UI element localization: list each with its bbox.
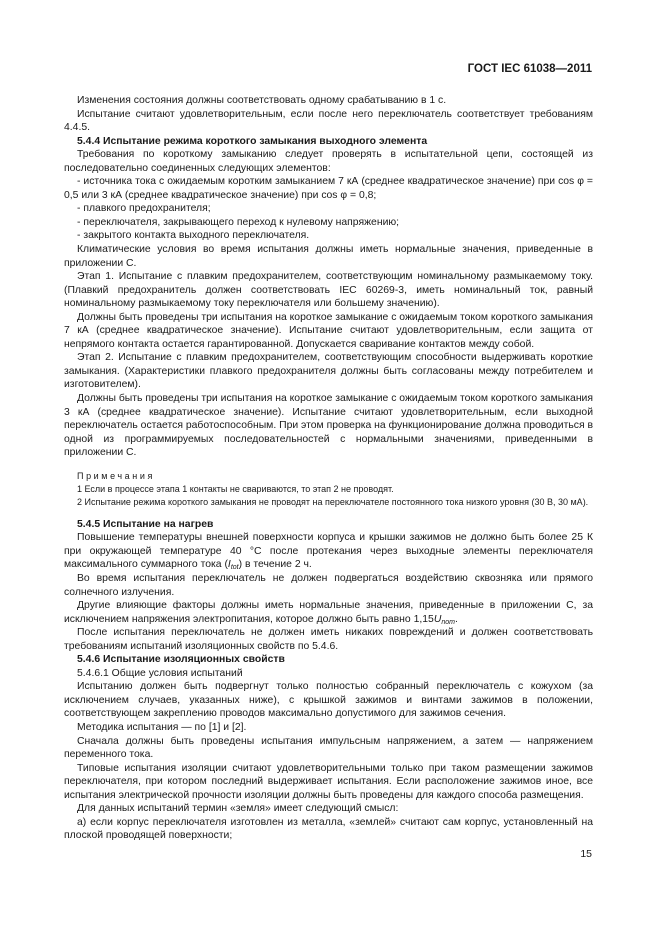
text-run: Повышение температуры внешней поверхности корпуса и крышки зажимов не должно быть более 25 К при окружающей температуре 40 °С после протекания через выходные элементы переключателя максимального суммарного тока ( [64, 532, 593, 571]
paragraph [64, 229, 593, 243]
text-run: 5.4.4 Испытание режима короткого замыкания выходного элемента [77, 135, 428, 147]
document-body [64, 94, 593, 843]
paragraph [64, 270, 593, 311]
text-run: Этап 1. Испытание с плавким предохранителем, соответствующим номинальному размыкаемому току. (Плавкий предохранитель должен соответствовать IEC 60269-3, иметь номинальный ток, равный номинальному размыкаемому току переключателя или большему значению). [64, 271, 593, 310]
text-run: 2 Испытание режима короткого замыкания не проводят на переключателе постоянного тока низкого уровня (30 В, 30 мА). [77, 496, 589, 507]
page-number: 15 [580, 848, 592, 860]
section-heading [64, 135, 593, 149]
text-run: Изменения состояния должны соответствовать одному срабатыванию в 1 с. [77, 95, 447, 106]
paragraph [64, 392, 593, 460]
text-run: Примечания [77, 470, 155, 481]
symbol-letter: U [433, 613, 442, 625]
text-run: - источника тока с ожидаемым коротким замыканием 7 кА (среднее квадратическое значение) при cos φ = 0,5 или 3 кА (среднее квадратическое значение) при cos φ = 0,8; [64, 176, 593, 201]
paragraph [64, 667, 593, 681]
paragraph [64, 243, 593, 270]
section-heading [64, 653, 593, 667]
math-symbol [434, 614, 455, 625]
text-run: - закрытого контакта выходного переключателя. [77, 230, 310, 242]
text-run: 5.4.5 Испытание на нагрев [77, 518, 214, 530]
paragraph [64, 802, 593, 816]
text-run: Должны быть проведены три испытания на короткое замыкание с ожидаемым током короткого замыкания 3 кА (среднее квадратическое значение). Испытание считают удовлетворительным, если выходной переключатель остается работоспособным. При этом проверка на функционирование должна проводиться в одной из программируемых последовательностей с нормальными значениями, приведенными в приложении С. [64, 393, 593, 459]
text-run: Для данных испытаний термин «земля» имеет следующий смысл: [77, 803, 399, 815]
text-run: Климатические условия во время испытания должны иметь нормальные значения, приведенные в приложении С. [64, 244, 593, 269]
text-run: Этап 2. Испытание с плавким предохранителем, соответствующим способности выдерживать короткие замыкания. (Характеристики плавкого предохранителя должны быть согласованы между потребителем и изготовителем). [64, 352, 593, 391]
note-item [64, 496, 593, 509]
symbol-subscript: tot [230, 564, 239, 572]
paragraph [64, 626, 593, 653]
text-run: Испытание считают удовлетворительным, если после него переключатель соответствует требованиям 4.4.5. [64, 108, 593, 134]
paragraph [64, 94, 593, 108]
paragraph [64, 108, 593, 135]
text-run: Сначала должны быть проведены испытания импульсным напряжением, а затем — напряжением переменного тока. [64, 735, 593, 761]
text-run: 5.4.6 Испытание изоляционных свойств [77, 654, 285, 666]
text-run: - плавкого предохранителя; [77, 203, 211, 215]
document-header: ГОСТ IEC 61038—2011 [467, 63, 592, 75]
paragraph [64, 572, 593, 599]
paragraph [64, 351, 593, 392]
paragraph [64, 175, 593, 202]
text-run: 5.4.6.1 Общие условия испытаний [77, 667, 243, 679]
text-run: Во время испытания переключатель не должен подвергаться воздействию сквозняка или прямого солнечного излучения. [64, 572, 593, 598]
paragraph [64, 721, 593, 735]
symbol-letter: I [227, 559, 231, 571]
text-run: ) в течение 2 ч. [238, 559, 312, 571]
paragraph [64, 202, 593, 216]
text-run: Другие влияющие факторы должны иметь нормальные значения, приведенные в приложении С, за исключением напряжения электропитания, которое должно быть равно 1,15 [64, 600, 593, 625]
text-run: Требования по короткому замыканию следует проверять в испытательной цепи, состоящей из последовательно соединенных следующих элементов: [64, 149, 593, 174]
paragraph [64, 762, 593, 803]
paragraph [64, 216, 593, 230]
paragraph [64, 599, 593, 626]
text-run: . [454, 613, 458, 625]
math-symbol [228, 559, 239, 570]
section-heading [64, 518, 593, 532]
paragraph [64, 311, 593, 352]
text-run: - переключателя, закрывающего переход к нулевому напряжению; [77, 216, 400, 228]
note-item [64, 483, 593, 496]
paragraph [64, 735, 593, 762]
text-run: Испытанию должен быть подвергнут только полностью собранный переключатель с кожухом (за исключением случаев, указанных ниже), с крышкой зажимов и винтами зажимов в положении, соответствующем закреплению проводов максимально допустимого для зажимов сечения. [64, 681, 593, 720]
text-run: Методика испытания — по [1] и [2]. [77, 721, 247, 733]
symbol-subscript: nom [441, 618, 455, 626]
paragraph [64, 148, 593, 175]
text-run: а) если корпус переключателя изготовлен из металла, «землей» считают сам корпус, установленный на плоской проводящей поверхности; [64, 816, 593, 842]
text-run: Типовые испытания изоляции считают удовлетворительными только при таком размещении зажимов переключателя, при котором последний выдерживает испытания. Если расположение зажимов иное, все испытания электрической прочности изоляции должны быть проведены для каждого способа размещения. [64, 762, 593, 801]
notes-title [64, 470, 593, 483]
text-run: Должны быть проведены три испытания на короткое замыкание с ожидаемым током короткого замыкания 7 кА (среднее квадратическое значение). Испытание считают удовлетворительным, если защита от непрямого контакта остается гарантированной. Допускается сваривание контактов между собой. [64, 311, 593, 350]
paragraph [64, 531, 593, 572]
paragraph [64, 816, 593, 843]
text-run: После испытания переключатель не должен иметь никаких повреждений и должен соответствовать требованиям испытаний изоляционных свойств по 5.4.6. [64, 627, 593, 652]
text-run: 1 Если в процессе этапа 1 контакты не свариваются, то этап 2 не проводят. [77, 483, 394, 494]
paragraph [64, 680, 593, 721]
